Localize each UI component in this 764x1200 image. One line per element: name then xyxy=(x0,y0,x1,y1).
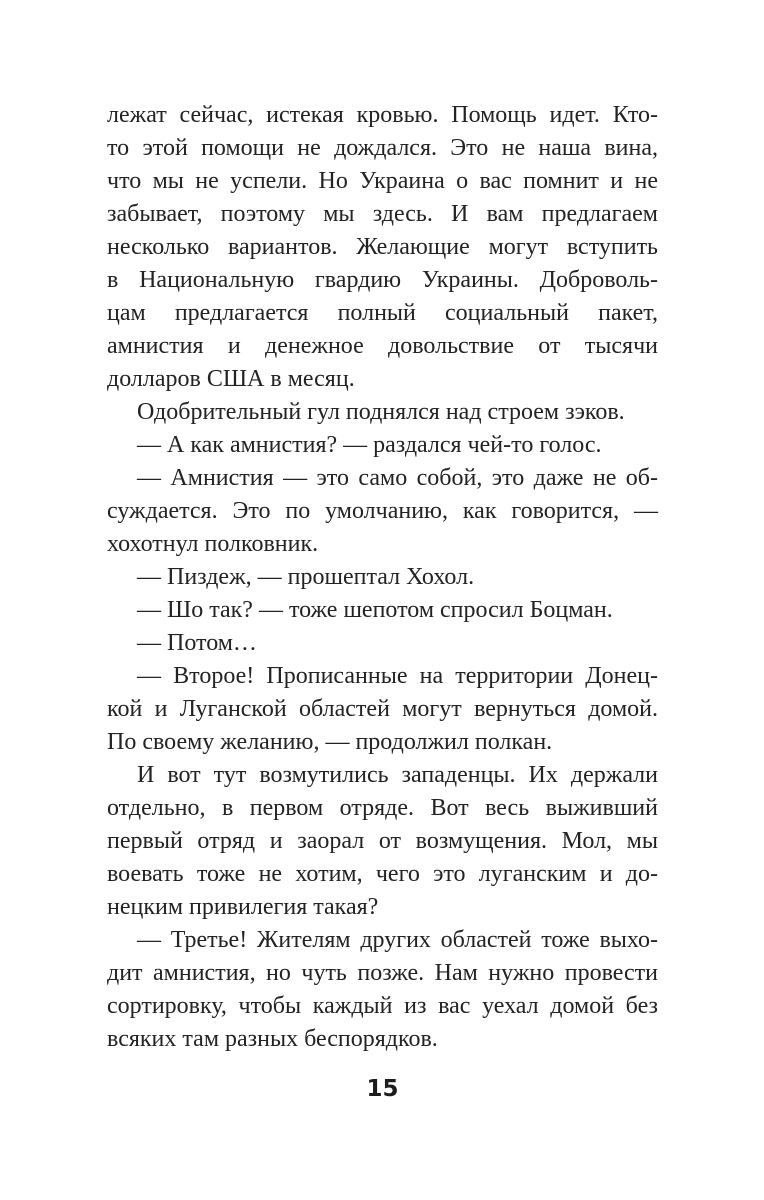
text-line: кой и Луганской областей могут вернуться домой. xyxy=(107,696,658,722)
page-text xyxy=(107,99,658,1056)
text-line: — Шо так? — тоже шепотом спросил Боцман. xyxy=(137,597,613,623)
text-line: в Национальную гвардию Украины. Доброволь- xyxy=(107,267,658,293)
text-line: цам предлагается полный социальный пакет, xyxy=(107,300,658,326)
text-line: то этой помощи не дождался. Это не наша вина, xyxy=(107,135,658,161)
text-line: забывает, поэтому мы здесь. И вам предлагаем xyxy=(107,201,658,227)
text-line: — Амнистия — это само собой, это даже не об- xyxy=(137,465,658,491)
paragraph xyxy=(107,429,658,462)
text-line: Одобрительный гул поднялся над строем зэков. xyxy=(137,399,625,425)
text-line: лежат сейчас, истекая кровью. Помощь идет. Кто- xyxy=(107,102,658,128)
text-line: отдельно, в первом отряде. Вот весь выживший xyxy=(107,795,658,821)
paragraph xyxy=(107,924,658,1056)
text-line: всяких там разных беспорядков. xyxy=(107,1026,438,1052)
text-line: И вот тут возмутились западенцы. Их держали xyxy=(137,762,658,788)
paragraph xyxy=(107,561,658,594)
text-line: воевать тоже не хотим, чего это луганским и до- xyxy=(107,861,658,887)
text-line: сортировку, чтобы каждый из вас уехал домой без xyxy=(107,993,658,1019)
paragraph xyxy=(107,660,658,759)
text-line: дит амнистия, но чуть позже. Нам нужно провести xyxy=(107,960,658,986)
text-line: несколько вариантов. Желающие могут вступить xyxy=(107,234,658,260)
text-line: — Третье! Жителям других областей тоже выхо- xyxy=(137,927,658,953)
text-line: долларов США в месяц. xyxy=(107,366,355,392)
text-line: первый отряд и заорал от возмущения. Мол, мы xyxy=(107,828,658,854)
text-line: По своему желанию, — продолжил полкан. xyxy=(107,729,553,755)
text-line: хохотнул полковник. xyxy=(107,531,319,557)
text-line: что мы не успели. Но Украина о вас помнит и не xyxy=(107,168,658,194)
text-line: амнистия и денежное довольствие от тысячи xyxy=(107,333,658,359)
paragraph xyxy=(107,396,658,429)
page-number: 15 xyxy=(366,1076,399,1102)
paragraph xyxy=(107,759,658,924)
paragraph xyxy=(107,627,658,660)
text-line: — Второе! Прописанные на территории Донец- xyxy=(137,663,658,689)
paragraph xyxy=(107,462,658,561)
text-line: — А как амнистия? — раздался чей-то голос. xyxy=(137,432,602,458)
text-line: — Пиздеж, — прошептал Хохол. xyxy=(137,564,475,590)
paragraph xyxy=(107,99,658,396)
paragraph xyxy=(107,594,658,627)
text-line: суждается. Это по умолчанию, как говорится, — xyxy=(107,498,658,524)
text-line: нецким привилегия такая? xyxy=(107,894,379,920)
text-line: — Потом… xyxy=(137,630,257,656)
